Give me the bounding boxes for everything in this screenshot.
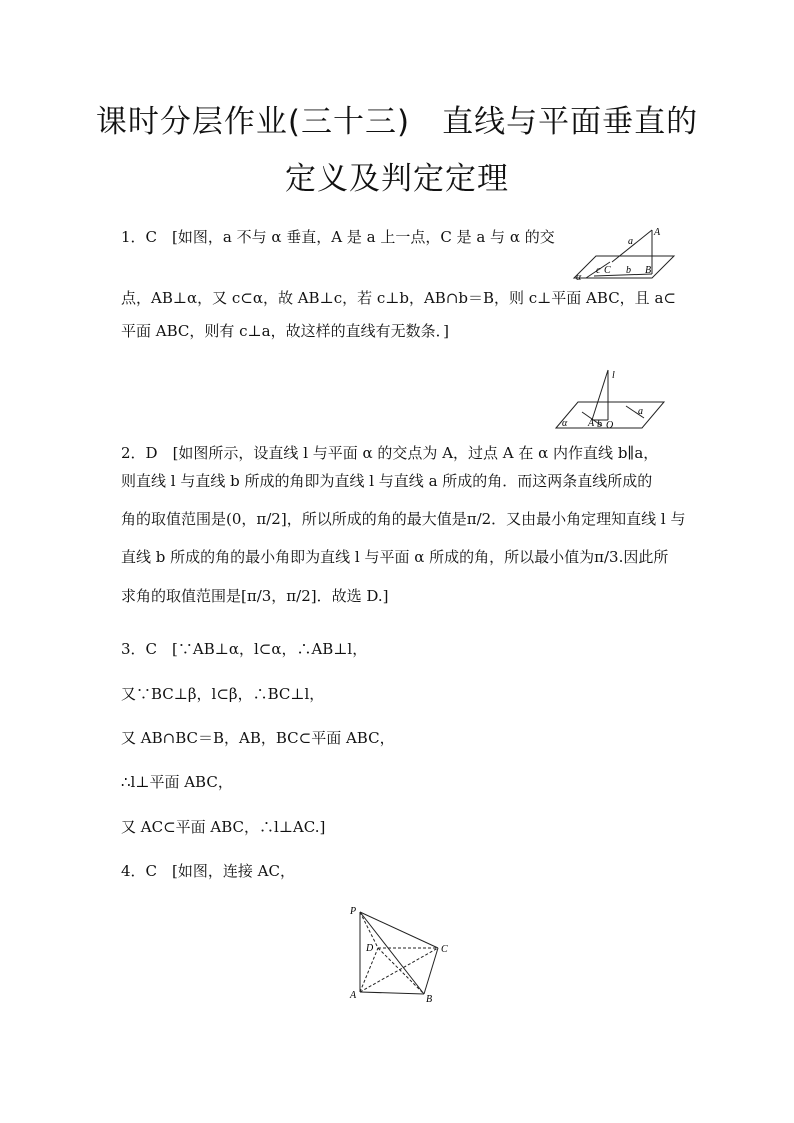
- q2-figure: [548, 366, 668, 432]
- q3-line-1: 3．C [∵AB⊥α，l⊂α，∴AB⊥l，: [121, 640, 368, 658]
- q2-fig-label-O: O: [606, 420, 614, 431]
- q2-line-5: 求角的取值范围是[π/3，π/2]．故选 D.]: [121, 587, 389, 605]
- q4-fig-label-P: P: [350, 906, 357, 917]
- q2-line-1: 2．D [如图所示，设直线 l 与平面 α 的交点为 A，过点 A 在 α 内作直线 b∥a，: [121, 444, 659, 462]
- page-title-line-2: 定义及判定定理: [285, 161, 509, 197]
- q1-fig-label-c: c: [596, 265, 601, 276]
- q1-fig-label-a: a: [628, 236, 633, 247]
- q4-line-1: 4．C [如图，连接 AC，: [121, 862, 295, 880]
- q2-fig-label-l: l: [612, 370, 615, 381]
- q2-fig-label-a: a: [638, 406, 643, 417]
- q4-fig-label-C: C: [441, 944, 448, 955]
- q3-line-3: 又 AB∩BC＝B，AB，BC⊂平面 ABC，: [121, 729, 395, 747]
- q2-line-4: 直线 b 所成的角的最小角即为直线 l 与平面 α 所成的角，所以最小值为π/3.因此所: [121, 548, 669, 566]
- q1-figure: [566, 222, 678, 282]
- q2-fig-label-alpha: α: [562, 418, 568, 429]
- q1-fig-label-C: C: [604, 265, 611, 276]
- q4-fig-label-B: B: [426, 994, 433, 1005]
- q1-line-1: 1．C [如图，a 不与 α 垂直，A 是 a 上一点，C 是 a 与 α 的交: [121, 228, 555, 246]
- q3-line-2: 又∵BC⊥β，l⊂β，∴BC⊥l，: [121, 685, 325, 703]
- q4-figure: [342, 900, 462, 1005]
- page-title-line-1: 课时分层作业(三十三) 直线与平面垂直的: [95, 104, 699, 140]
- q3-line-4: ∴l⊥平面 ABC，: [121, 773, 233, 791]
- q4-fig-label-D: D: [366, 943, 374, 954]
- q2-fig-label-b: b: [597, 419, 602, 430]
- q1-line-2: 点，AB⊥α，又 c⊂α，故 AB⊥c，若 c⊥b，AB∩b＝B，则 c⊥平面 ABC，且 a⊂: [121, 289, 676, 307]
- q3-line-5: 又 AC⊂平面 ABC，∴l⊥AC.]: [121, 818, 326, 836]
- q2-line-3: 角的取值范围是(0，π/2]，所以所成的角的最大值是π/2．又由最小角定理知直线 l 与: [121, 510, 686, 528]
- q1-fig-label-alpha: α: [576, 272, 582, 282]
- q1-fig-label-B: B: [645, 265, 652, 276]
- q2-fig-label-A: A: [588, 418, 595, 429]
- q1-fig-label-b: b: [626, 265, 631, 276]
- q1-fig-label-A: A: [654, 227, 661, 238]
- q4-fig-label-A: A: [350, 990, 357, 1001]
- q1-line-3: 平面 ABC，则有 c⊥a，故这样的直线有无数条．]: [121, 322, 449, 340]
- q2-line-2: 则直线 l 与直线 b 所成的角即为直线 l 与直线 a 所成的角．而这两条直线所成的: [121, 472, 653, 490]
